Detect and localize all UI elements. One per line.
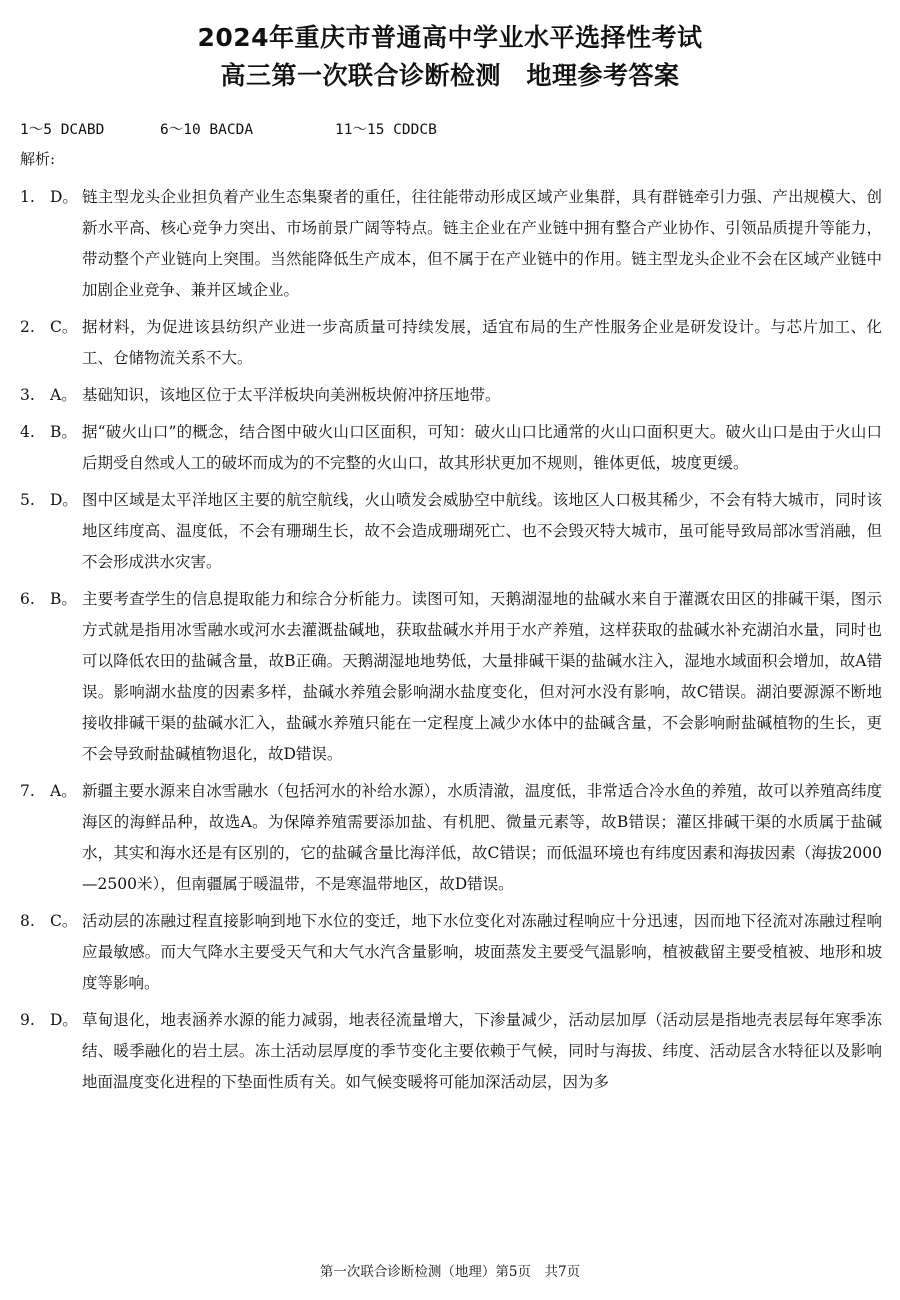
item-explanation: 新疆主要水源来自冰雪融水（包括河水的补给水源），水质清澈，温度低，非常适合冷水鱼的养殖，故可以养殖高纬度海区的海鲜品种，故选A。为保障养殖需要添加盐、有机肥、微量元素等，故B错误；灌区排碱干渠的水质属于盐碱水，其实和海水还是有区别的，它的盐碱含量比海洋低，故C错误；而低温环境也有纬度因素和海拔因素（海拔2000—2500米），但南疆属于暖温带，不是寒温带地区，故D错误。 [82, 782, 882, 893]
item-number: 7. [20, 782, 35, 800]
answer-key-summary [20, 118, 437, 139]
item-number: 5. [20, 491, 35, 509]
item-explanation: 据材料，为促进该县纺织产业进一步高质量可持续发展，适宜布局的生产性服务企业是研发设计。与芯片加工、化工、仓储物流关系不大。 [82, 318, 882, 367]
item-answer: D。 [50, 1011, 78, 1029]
item-number: 6. [20, 590, 35, 608]
item-answer: D。 [50, 188, 78, 206]
item-answer: B。 [50, 590, 77, 608]
item-explanation: 基础知识，该地区位于太平洋板块向美洲板块俯冲挤压地带。 [82, 386, 501, 404]
item-number: 1. [20, 188, 35, 206]
item-answer: C。 [50, 318, 78, 336]
analysis-item-1 [20, 182, 882, 306]
analysis-item-5 [20, 485, 882, 578]
answer-group-3: 11～15 CDDCB [335, 122, 437, 138]
analysis-item-6 [20, 584, 882, 770]
item-number: 3. [20, 386, 35, 404]
item-explanation: 图中区域是太平洋地区主要的航空航线，火山喷发会威胁空中航线。该地区人口极其稀少，不会有特大城市，同时该地区纬度高、温度低，不会有珊瑚生长，故不会造成珊瑚死亡、也不会毁灭特大城市，虽可能导致局部冰雪消融，但不会形成洪水灾害。 [82, 491, 882, 571]
item-explanation: 链主型龙头企业担负着产业生态集聚者的重任，往往能带动形成区域产业集群，具有群链牵引力强、产出规模大、创新水平高、核心竞争力突出、市场前景广阔等特点。链主企业在产业链中拥有整合产业协作、引领品质提升等能力，带动整个产业链向上突围。当然能降低生产成本，但不属于在产业链中的作用。链主型龙头企业不会在区域产业链中加剧企业竞争、兼并区域企业。 [82, 188, 882, 299]
analysis-item-2 [20, 312, 882, 374]
analysis-list [20, 182, 882, 1104]
answer-group-2: 6～10 BACDA [160, 122, 254, 138]
item-answer: A。 [50, 782, 77, 800]
answer-group-1: 1～5 DCABD [20, 122, 105, 138]
item-answer: A。 [50, 386, 77, 404]
analysis-label: 解析: [20, 150, 56, 168]
analysis-item-7 [20, 776, 882, 900]
item-answer: D。 [50, 491, 78, 509]
item-explanation: 据“破火山口”的概念，结合图中破火山口区面积，可知：破火山口比通常的火山口面积更大。破火山口是由于火山口后期受自然或人工的破坏而成为的不完整的火山口，故其形状更加不规则，锥体更低，坡度更缓。 [82, 423, 882, 472]
document-title-line2: 高三第一次联合诊断检测 地理参考答案 [220, 61, 680, 90]
item-explanation: 主要考查学生的信息提取能力和综合分析能力。读图可知，天鹅湖湿地的盐碱水来自于灌溉农田区的排碱干渠，图示方式就是指用冰雪融水或河水去灌溉盐碱地，获取盐碱水并用于水产养殖，这样获取的盐碱水补充湖泊水量，同时也可以降低农田的盐碱含量，故B正确。天鹅湖湿地地势低，大量排碱干渠的盐碱水注入，湿地水域面积会增加，故A错误。影响湖水盐度的因素多样，盐碱水养殖会影响湖水盐度变化，但对河水没有影响，故C错误。湖泊要源源不断地接收排碱干渠的盐碱水汇入，盐碱水养殖只能在一定程度上减少水体中的盐碱含量，不会影响耐盐碱植物的生长，更不会导致耐盐碱植物退化，故D错误。 [82, 590, 882, 763]
analysis-item-8 [20, 906, 882, 999]
item-explanation: 活动层的冻融过程直接影响到地下水位的变迁，地下水位变化对冻融过程响应十分迅速，因而地下径流对冻融过程响应最敏感。而大气降水主要受天气和大气水汽含量影响，坡面蒸发主要受气温影响，植被截留主要受植被、地形和坡度等影响。 [82, 912, 882, 992]
item-number: 9. [20, 1011, 35, 1029]
item-answer: C。 [50, 912, 78, 930]
analysis-item-9 [20, 1005, 882, 1098]
item-number: 4. [20, 423, 35, 441]
document-title-line1: 2024年重庆市普通高中学业水平选择性考试 [197, 23, 703, 52]
item-number: 2. [20, 318, 35, 336]
item-number: 8. [20, 912, 35, 930]
analysis-item-4 [20, 417, 882, 479]
item-explanation: 草甸退化，地表涵养水源的能力减弱，地表径流量增大，下渗量减少，活动层加厚（活动层是指地壳表层每年寒季冻结、暖季融化的岩土层。冻土活动层厚度的季节变化主要依赖于气候，同时与海拔、纬度、活动层含水特征以及影响地面温度变化进程的下垫面性质有关。如气候变暖将可能加深活动层，因为多 [82, 1011, 882, 1091]
item-answer: B。 [50, 423, 77, 441]
page-footer: 第一次联合诊断检测（地理）第5页 共7页 [319, 1264, 581, 1280]
analysis-item-3 [20, 380, 882, 411]
